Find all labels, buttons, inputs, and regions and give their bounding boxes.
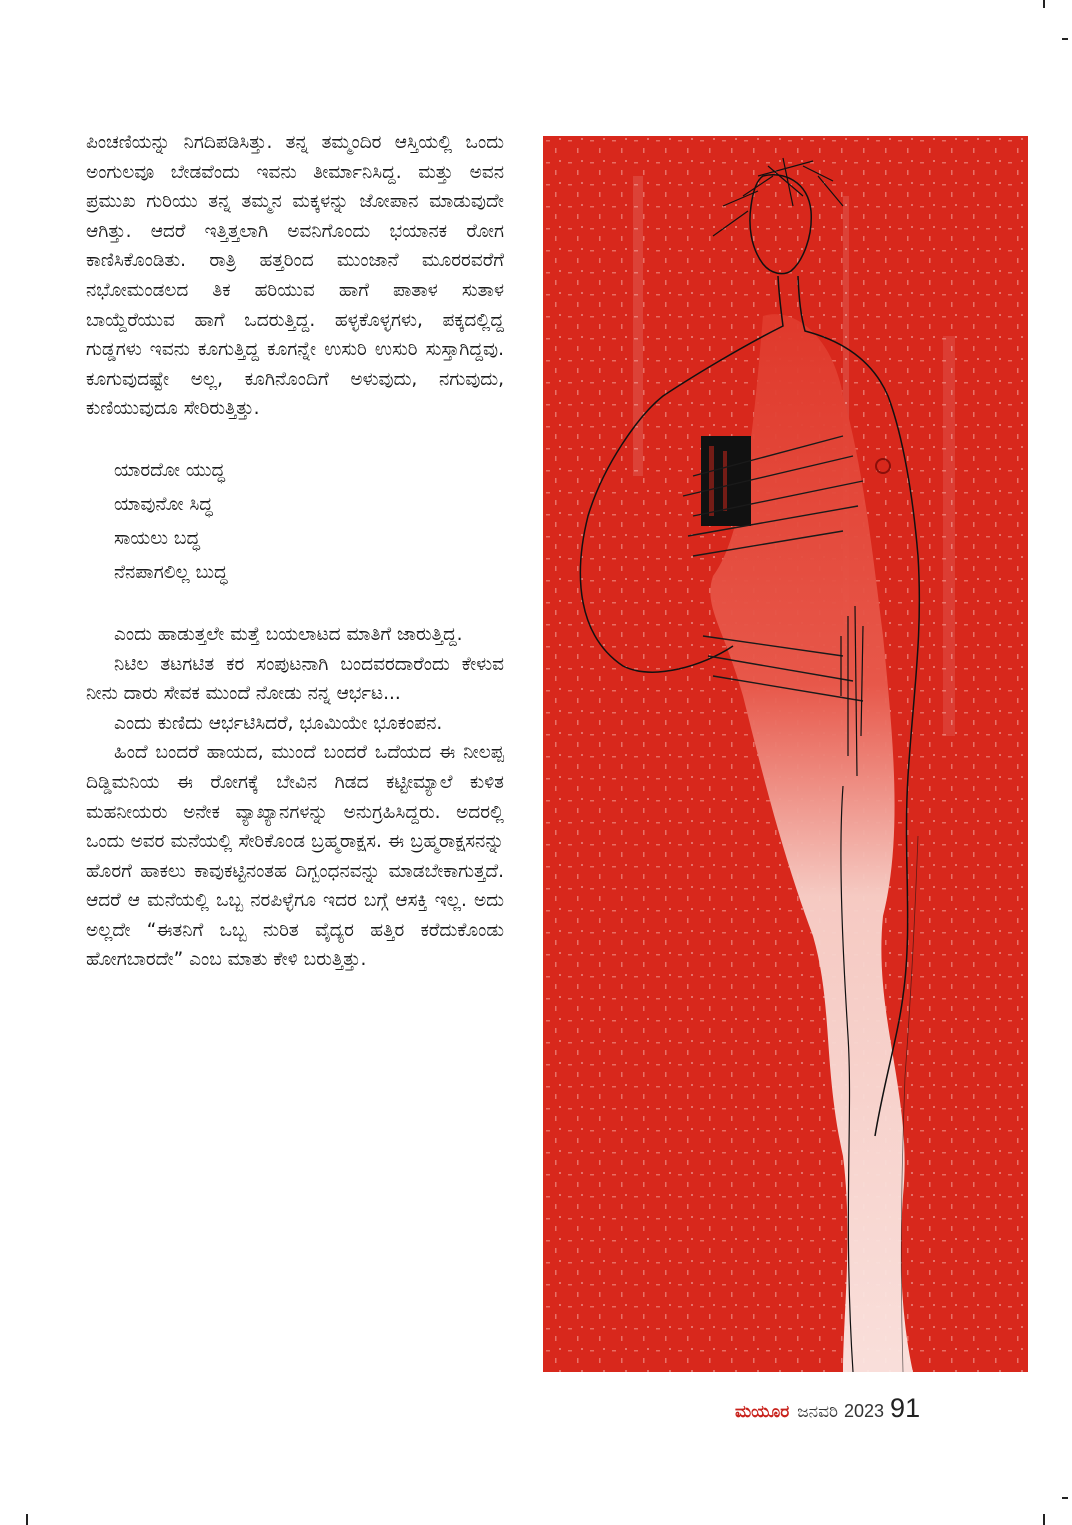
poem-line: ಯಾರದೋ ಯುದ್ಧ [114, 459, 225, 481]
crop-mark-top-right-v [1043, 0, 1045, 8]
crop-mark-bottom-right-h [1062, 1497, 1068, 1499]
crop-mark-top-right-h [1062, 38, 1068, 40]
magazine-name: ಮಯೂರ [735, 1402, 790, 1422]
article-text-column [86, 128, 504, 975]
page-footer [735, 1393, 920, 1429]
spacer [86, 590, 504, 620]
article-paragraph: ಎಂದು ಕುಣಿದು ಆರ್ಭಟಿಸಿದರೆ, ಭೂಮಿಯೇ ಭೂಕಂಪನ. [114, 712, 443, 734]
spacer [86, 424, 504, 454]
figure-illustration [543, 136, 1028, 1372]
crop-mark-bottom-right-v [1043, 1514, 1045, 1525]
article-paragraph: ಪಿಂಚಣಿಯನ್ನು ನಿಗದಿಪಡಿಸಿತ್ತು. ತನ್ನ ತಮ್ಮಂದಿರ ಆಸ್ತಿಯಲ್ಲಿ ಒಂದು ಅಂಗುಲವೂ ಬೇಡವೆಂದು ಇವನು ತೀರ್ಮಾನಿಸಿದ್ದ. ಮತ್ತು ಅವನ ಪ್ರಮುಖ ಗುರಿಯು ತನ್ನ ತಮ್ಮನ ಮಕ್ಕಳನ್ನು ಜೋಪಾನ ಮಾಡುವುದೇ ಆಗಿತ್ತು. ಆದರೆ ಇತ್ತಿತ್ತಲಾಗಿ ಅವನಿಗೊಂದು ಭಯಾನಕ ರೋಗ ಕಾಣಿಸಿಕೊಂಡಿತು. ರಾತ್ರಿ ಹತ್ತರಿಂದ ಮುಂಜಾನೆ ಮೂರರವರೆಗೆ ನಭೋಮಂಡಲದ ತಿಕ ಹರಿಯುವ ಹಾಗೆ ಪಾತಾಳ ಸುತಾಳ ಬಾಯ್ದೆರೆಯುವ ಹಾಗೆ ಒದರುತ್ತಿದ್ದ. ಹಳ್ಳಕೊಳ್ಳಗಳು, ಪಕ್ಕದಲ್ಲಿದ್ದ ಗುಡ್ಡಗಳು ಇವನು ಕೂಗುತ್ತಿದ್ದ ಕೂಗನ್ನೇ ಉಸುರಿ ಉಸುರಿ ಸುಸ್ತಾಗಿದ್ದವು. ಕೂಗುವುದಷ್ಟೇ ಅಲ್ಲ, ಕೂಗಿನೊಂದಿಗೆ ಅಳುವುದು, ನಗುವುದು, ಕುಣಿಯುವುದೂ ಸೇರಿರುತ್ತಿತ್ತು. [86, 132, 504, 420]
poem-line: ಸಾಯಲು ಬದ್ಧ [114, 527, 200, 549]
poem-line: ನೆನಪಾಗಲಿಲ್ಲ ಬುದ್ಧ [114, 561, 228, 583]
issue-month: ಜನವರಿ [797, 1402, 838, 1422]
article-paragraph: ಎಂದು ಹಾಡುತ್ತಲೇ ಮತ್ತೆ ಬಯಲಾಟದ ಮಾತಿಗೆ ಜಾರುತ್ತಿದ್ದ. [114, 623, 463, 645]
article-paragraph: ಹಿಂದೆ ಬಂದರೆ ಹಾಯದ, ಮುಂದೆ ಬಂದರೆ ಒದೆಯದ ಈ ನೀಲಪ್ಪ ದಿಡ್ಡಿಮನಿಯ ಈ ರೋಗಕ್ಕೆ ಬೇವಿನ ಗಿಡದ ಕಟ್ಟೀಮ್ಯಾಲೆ ಕುಳಿತ ಮಹನೀಯರು ಅನೇಕ ವ್ಯಾಖ್ಯಾನಗಳನ್ನು ಅನುಗ್ರಹಿಸಿದ್ದರು. ಅದರಲ್ಲಿ ಒಂದು ಅವರ ಮನೆಯಲ್ಲಿ ಸೇರಿಕೊಂಡ ಬ್ರಹ್ಮರಾಕ್ಷಸ. ಈ ಬ್ರಹ್ಮರಾಕ್ಷಸನನ್ನು ಹೊರಗೆ ಹಾಕಲು ಕಾವುಕಟ್ಟಿನಂತಹ ದಿಗ್ಬಂಧನವನ್ನು ಮಾಡಬೇಕಾಗುತ್ತದೆ. ಆದರೆ ಆ ಮನೆಯಲ್ಲಿ ಒಬ್ಬ ನರಪಿಳ್ಳೆಗೂ ಇದರ ಬಗ್ಗೆ ಆಸಕ್ತಿ ಇಲ್ಲ. ಅದು ಅಲ್ಲದೇ “ಈತನಿಗೆ ಒಬ್ಬ ನುರಿತ ವೈದ್ಯರ ಹತ್ತಿರ ಕರೆದುಕೊಂಡು ಹೋಗಬಾರದೇ” ಎಂಬ ಮಾತು ಕೇಳಿ ಬರುತ್ತಿತ್ತು. [86, 742, 504, 971]
illustration-figure-drawing [543, 136, 1028, 1372]
crop-mark-bottom-left-v [26, 1514, 28, 1525]
poem-line: ಯಾವುನೋ ಸಿದ್ಧ [114, 493, 213, 515]
poem-stanza [86, 454, 504, 590]
issue-year: 2023 [844, 1401, 885, 1421]
page-number: 91 [890, 1393, 921, 1423]
article-paragraph: ನಿಟಿಲ ತಟಗಟಿತ ಕರ ಸಂಪುಟನಾಗಿ ಬಂದವರದಾರೆಂದು ಕೇಳುವ ನೀನು ದಾರು ಸೇವಕ ಮುಂದೆ ನೋಡು ನನ್ನ ಆರ್ಭಟ... [86, 653, 504, 705]
